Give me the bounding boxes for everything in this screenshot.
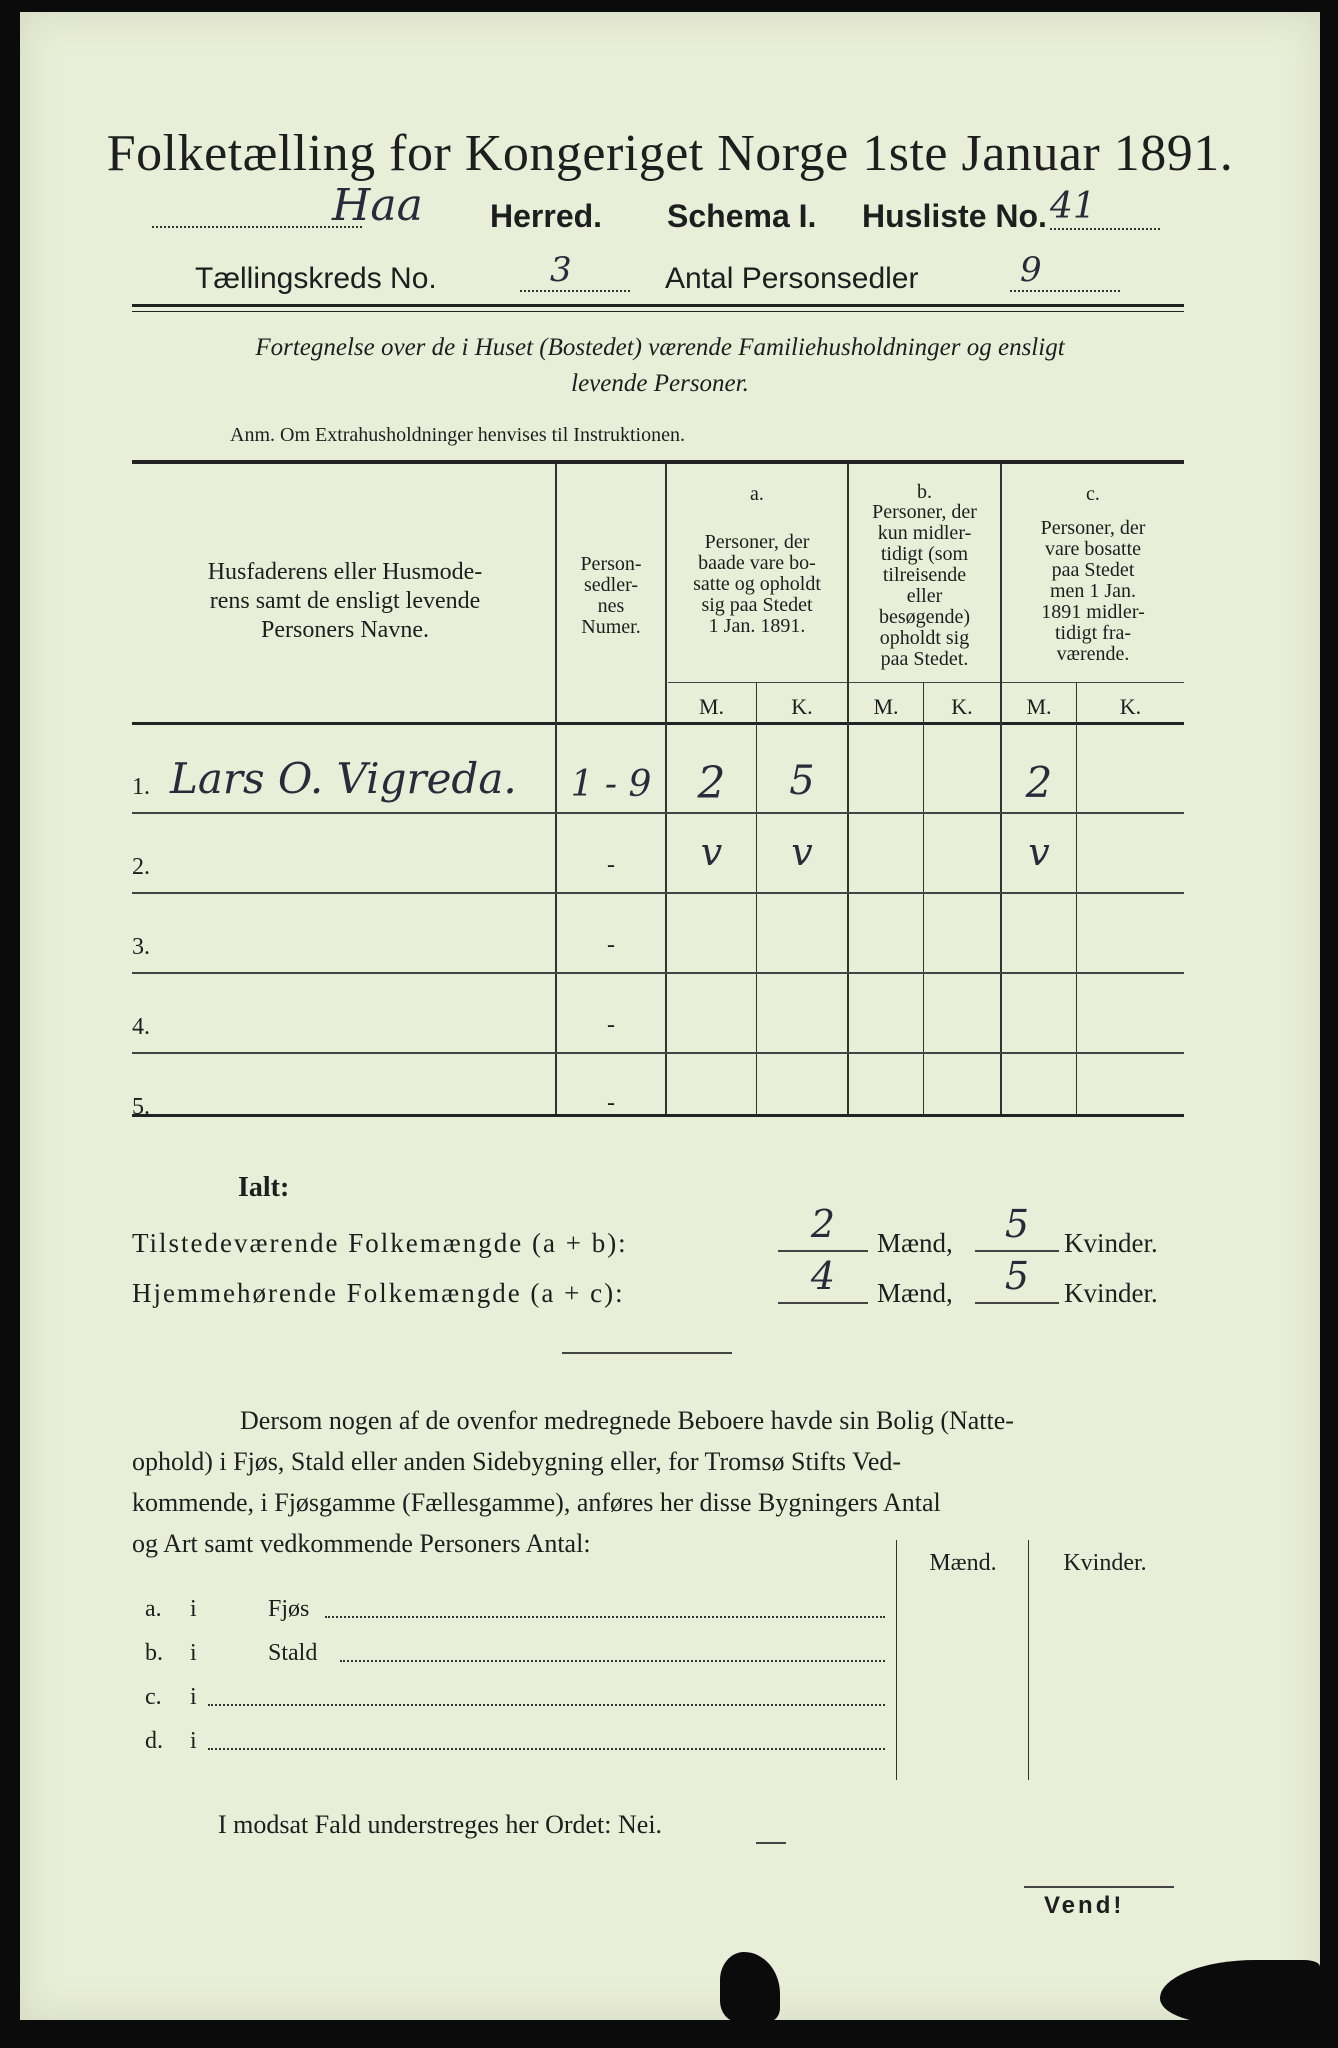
row-line-4 [132, 1052, 1184, 1054]
building-c-letter: c. [145, 1684, 162, 1710]
col-header-b-letter: b. [917, 481, 932, 503]
table-header-rule [132, 722, 1184, 725]
paragraph-line-4: og Art samt vedkommende Personers Antal: [132, 1529, 591, 1558]
row-2-num: 2. [132, 854, 150, 880]
tilstede-k-value: 5 [1004, 1202, 1030, 1246]
col-header-a-letter: a. [750, 483, 764, 505]
husliste-dotline [1050, 228, 1160, 230]
header-rule-2 [132, 311, 1184, 312]
row-5-numer: - [607, 1090, 615, 1116]
building-b-label: Stald [268, 1640, 318, 1666]
paragraph-line-2: ophold) i Fjøs, Stald eller anden Sidebygning eller, for Tromsø Stifts Ved- [132, 1447, 902, 1476]
row-2-numer: - [607, 852, 615, 878]
building-a-prep: i [190, 1596, 197, 1622]
c-k-header: K. [1119, 694, 1142, 719]
tilstede-k-line [975, 1250, 1059, 1252]
table-top-rule [132, 460, 1184, 464]
buildings-vline-2 [1028, 1540, 1029, 1780]
modsat-note: I modsat Fald understreges her Ordet: Nei. [218, 1810, 663, 1839]
row-line-2 [132, 892, 1184, 894]
building-d-dotline [208, 1748, 885, 1750]
herred-value: Haa [332, 180, 423, 231]
row-2-c-m: v [1028, 830, 1050, 874]
tilstede-m-line [778, 1250, 868, 1252]
row-1-name: Lars O. Vigreda. [170, 754, 517, 803]
building-d-letter: d. [145, 1728, 163, 1754]
anm-note: Anm. Om Extrahusholdninger henvises til Instruktionen. [230, 424, 685, 446]
schema-label: Schema I. [667, 198, 817, 234]
building-a-label: Fjøs [268, 1596, 310, 1622]
vline-c-mk [1076, 682, 1077, 1114]
row-3-numer: - [607, 932, 615, 958]
building-c-dotline [208, 1704, 885, 1706]
paragraph-line-1: Dersom nogen af de ovenfor medregnede Beboere havde sin Bolig (Natte- [240, 1406, 1014, 1435]
building-b-letter: b. [145, 1640, 163, 1666]
vend-label: Vend! [1044, 1892, 1125, 1919]
row-2-a-k: v [791, 830, 813, 874]
hjemme-maend-label: Mænd, [877, 1278, 953, 1308]
kreds-dotline [520, 290, 630, 292]
antal-label: Antal Personsedler [665, 262, 919, 295]
husliste-label: Husliste No. [862, 198, 1047, 234]
census-form [20, 12, 1320, 2020]
kreds-label: Tællingskreds No. [195, 262, 437, 295]
building-b-dotline [340, 1660, 885, 1662]
intro-line-2: levende Personer. [571, 370, 749, 397]
paragraph-line-3: kommende, i Fjøsgamme (Fællesgamme), anføres her disse Bygningers Antal [132, 1488, 941, 1517]
vline-b-mk [923, 682, 924, 1114]
antal-value: 9 [1020, 250, 1042, 290]
herred-label: Herred. [490, 198, 603, 234]
header-rule-1 [132, 304, 1184, 307]
ialt-label: Ialt: [238, 1172, 290, 1203]
kreds-value: 3 [550, 250, 572, 290]
row-2-a-m: v [700, 830, 723, 874]
herred-dotline [152, 226, 362, 228]
tilstede-label: Tilstedeværende Folkemængde (a + b): [132, 1228, 628, 1258]
col-header-c: Personer, der vare bosatte paa Stedet men 1 Jan. 1891 midler- tidigt fra- værende. [1040, 517, 1146, 665]
row-line-3 [132, 972, 1184, 974]
b-k-header: K. [951, 694, 973, 719]
tilstede-maend-label: Mænd, [877, 1228, 953, 1258]
hjemme-kvinder-label: Kvinder. [1064, 1278, 1158, 1308]
husliste-value: 41 [1050, 186, 1096, 227]
hjemme-label: Hjemmehørende Folkemængde (a + c): [132, 1278, 625, 1308]
row-1-a-k: 5 [789, 758, 815, 804]
hjemme-k-line [975, 1302, 1059, 1304]
row-5-num: 5. [132, 1094, 150, 1120]
building-d-prep: i [190, 1728, 197, 1754]
col-header-numer: Person- sedler- nes Numer. [580, 553, 642, 638]
row-4-num: 4. [132, 1014, 150, 1040]
building-a-dotline [325, 1616, 885, 1618]
row-line-1 [132, 812, 1184, 814]
row-3-num: 3. [132, 934, 150, 960]
tilstede-kvinder-label: Kvinder. [1064, 1228, 1158, 1258]
row-4-numer: - [607, 1012, 615, 1038]
a-k-header: K. [791, 694, 813, 719]
buildings-maend-header: Mænd. [929, 1550, 997, 1576]
buildings-kvinder-header: Kvinder. [1063, 1550, 1147, 1576]
a-m-header: M. [698, 694, 725, 719]
row-1-num: 1. [132, 774, 150, 800]
row-1-numer: 1 - 9 [570, 764, 652, 805]
col-header-b: Personer, der kun midler- tidigt (som tilreisende eller besøgende) opholdt sig paa Stedet. [872, 501, 977, 670]
intro-line-1: Fortegnelse over de i Huset (Bostedet) værende Familiehusholdninger og ensligt [255, 334, 1065, 361]
hjemme-m-line [778, 1302, 868, 1304]
row-1-c-m: 2 [1025, 758, 1053, 807]
hjemme-m-value: 4 [810, 1254, 836, 1298]
b-m-header: M. [873, 694, 899, 719]
building-a-letter: a. [145, 1596, 162, 1622]
vend-rule [1024, 1886, 1174, 1888]
tilstede-m-value: 2 [810, 1202, 836, 1246]
antal-dotline [1010, 290, 1120, 292]
mk-rule [668, 682, 1184, 683]
c-m-header: M. [1026, 694, 1052, 719]
torn-edge-corner [1160, 1960, 1320, 2024]
nei-underline [756, 1842, 786, 1844]
col-header-c-letter: c. [1086, 483, 1100, 505]
col-header-names: Husfaderens eller Husmode- rens samt de ensligt levende Personers Navne. [207, 559, 483, 643]
row-1-a-m: 2 [697, 758, 726, 809]
form-title: Folketælling for Kongeriget Norge 1ste Januar 1891. [106, 125, 1234, 182]
hjemme-k-value: 5 [1004, 1254, 1030, 1298]
vline-a-mk [756, 682, 757, 1114]
torn-edge-bottom [720, 1952, 780, 2022]
building-b-prep: i [190, 1640, 197, 1666]
bolig-paragraph [132, 1400, 1184, 1564]
section-separator [562, 1352, 732, 1354]
col-header-a: Personer, der baade vare bo- satte og opholdt sig paa Stedet 1 Jan. 1891. [693, 531, 821, 637]
buildings-vline-1 [896, 1540, 897, 1780]
building-c-prep: i [190, 1684, 197, 1710]
